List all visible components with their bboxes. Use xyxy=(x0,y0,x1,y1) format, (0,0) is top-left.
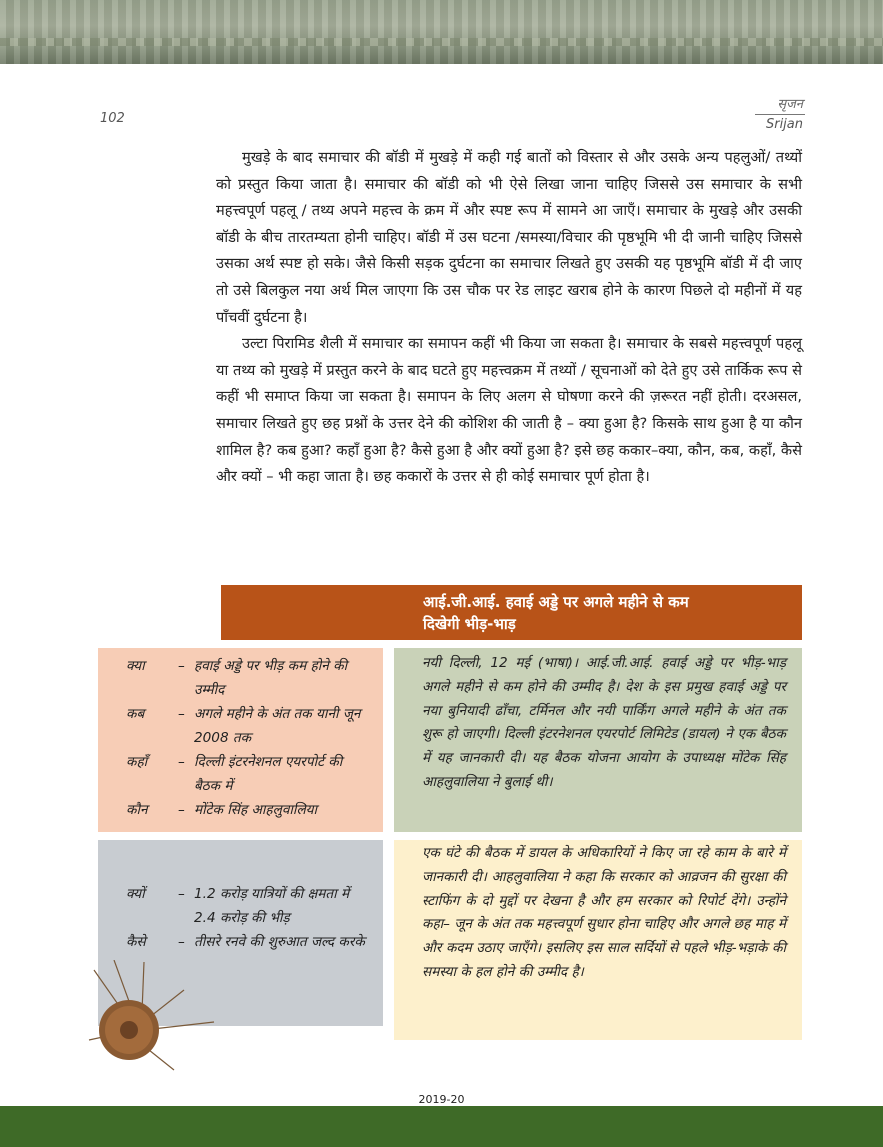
w-question-row xyxy=(126,798,369,822)
w-question-dash: – xyxy=(178,886,185,902)
decorative-header-band xyxy=(0,0,883,64)
footer-band xyxy=(0,1106,883,1147)
w-question-key: क्यों xyxy=(126,886,145,902)
w-question-answer: तीसरे रनवे की शुरुआत जल्द करके xyxy=(194,934,365,950)
w-question-row xyxy=(126,654,369,702)
w-question-dash: – xyxy=(178,802,185,818)
body-text xyxy=(216,145,802,491)
story-body-text: एक घंटे की बैठक में डायल के अधिकारियों ने किए जा रहे काम के बारे में जानकारी दी। आहलुवालिया ने कहा कि सरकार को आव्रजन की सुरक्षा की स्टाफिंग के दो मुद्दों पर देखना है और हम सरकार को रिपोर्ट देंगे। उन्होंने कहा– जून के अंत तक महत्त्वपूर्ण सुधार होना चाहिए और अगले छह माह में और कदम उठाए जाएँगे। इसलिए इस साल सर्दियों से पहले भीड़-भड़ाके की समस्या के हल होने की उम्मीद है। xyxy=(422,845,786,980)
story-body-panel xyxy=(394,840,802,1040)
w-question-answer: हवाई अड्डे पर भीड़ कम होने की उम्मीद xyxy=(194,658,348,698)
w-question-row xyxy=(126,882,369,930)
w-question-key: कौन xyxy=(126,802,148,818)
w-question-key: कैसे xyxy=(126,934,146,950)
story-lead-text: नयी दिल्ली, 12 मई (भाषा)। आई.जी.आई. हवाई अड्डे पर भीड़-भाड़ अगले महीने से कम होने की उम्मीद है। देश के इस प्रमुख हवाई अड्डे पर नया बुनियादी ढाँचा, टर्मिनल और नयी पार्किंग अगले महीने के अंत तक शुरू हो जाएगी। दिल्ली इंटरनेशनल एयरपोर्ट लिमिटेड (डायल) ने एक बैठक में यह जानकारी दी। यह बैठक योजना आयोग के उपाध्यक्ष मोंटेक सिंह आहलुवालिया ने बुलाई थी। xyxy=(422,655,786,790)
paragraph-inverted-pyramid: उल्टा पिरामिड शैली में समाचार का समापन कहीं भी किया जा सकता है। समाचार के सबसे महत्त्वपूर्ण पहलू या तथ्य को मुखड़े में प्रस्तुत करने के बाद घटते हुए महत्त्वक्रम में तथ्यों / सूचनाओं को देते हुए उसे तार्किक रूप से कहीं भी समाप्त किया जा सकता है। समापन के लिए अलग से घोषणा करने की ज़रूरत नहीं होती। दरअसल, समाचार लिखते हुए छह प्रश्नों के उत्तर देने की कोशिश की जाती है – क्या हुआ है? किसके साथ हुआ है या कौन शामिल है? कब हुआ? कहाँ हुआ है? कैसे हुआ है और क्यों हुआ है? इसे छह ककार–क्या, कौन, कब, कहाँ, कैसे और क्यों – भी कहा जाता है। छह ककारों के उत्तर से ही कोई समाचार पूर्ण होता है। xyxy=(216,335,802,486)
headline-line-1: आई.जी.आई. हवाई अड्डे पर अगले महीने से कम xyxy=(423,593,689,611)
headline-line-2: दिखेगी भीड़-भाड़ xyxy=(423,615,516,633)
footer-year: 2019-20 xyxy=(418,1093,465,1106)
w-question-row xyxy=(126,750,369,798)
w-question-row xyxy=(126,702,369,750)
book-title-divider xyxy=(755,114,805,115)
w-question-answer: मोंटेक सिंह आहलुवालिया xyxy=(194,802,318,818)
example-headline xyxy=(221,585,802,640)
page-number: 102 xyxy=(100,111,125,126)
w-question-answer: अगले महीने के अंत तक यानी जून 2008 तक xyxy=(194,706,361,746)
w-question-dash: – xyxy=(178,934,185,950)
w-question-dash: – xyxy=(178,706,185,722)
w-question-dash: – xyxy=(178,658,185,674)
story-lead-panel xyxy=(394,648,802,832)
w-question-key: क्या xyxy=(126,658,145,674)
w-question-key: कहाँ xyxy=(126,754,148,770)
book-title-english: Srijan xyxy=(765,117,803,132)
book-title-hindi: सृजन xyxy=(777,97,803,112)
w-question-dash: – xyxy=(178,754,185,770)
w-question-key: कब xyxy=(126,706,145,722)
w-question-answer: दिल्ली इंटरनेशनल एयरपोर्ट की बैठक में xyxy=(194,754,343,794)
w-question-row xyxy=(126,930,369,954)
shield-arrows-emblem xyxy=(84,960,234,1080)
w-questions-panel-top xyxy=(98,648,383,832)
w-question-answer: 1.2 करोड़ यात्रियों की क्षमता में 2.4 करोड़ की भीड़ xyxy=(194,886,350,926)
paragraph-body-section: मुखड़े के बाद समाचार की बॉडी में मुखड़े में कही गई बातों को विस्तार से और उसके अन्य पहलुओं/ तथ्यों को प्रस्तुत किया जाता है। समाचार की बॉडी को भी ऐसे लिखा जाना चाहिए जिससे उस समाचार के सभी महत्त्वपूर्ण पहलू / तथ्य अपने महत्त्व के क्रम में और स्पष्ट रूप में सामने आ जाएँ। समाचार के मुखड़े और उसकी बॉडी के बीच तारतम्यता होनी चाहिए। बॉडी में उस घटना /समस्या/विचार की पृष्ठभूमि भी दी जानी चाहिए जिससे उसका अर्थ स्पष्ट हो सके। जैसे किसी सड़क दुर्घटना का समाचार लिखते हुए उसकी यह पृष्ठभूमि बॉडी में दी जाए तो उसे बिलकुल नया अर्थ मिल जाएगा कि उस चौक पर रेड लाइट खराब होने के कारण पिछले दो महीनों में यह पाँचवीं दुर्घटना है। xyxy=(216,149,802,326)
